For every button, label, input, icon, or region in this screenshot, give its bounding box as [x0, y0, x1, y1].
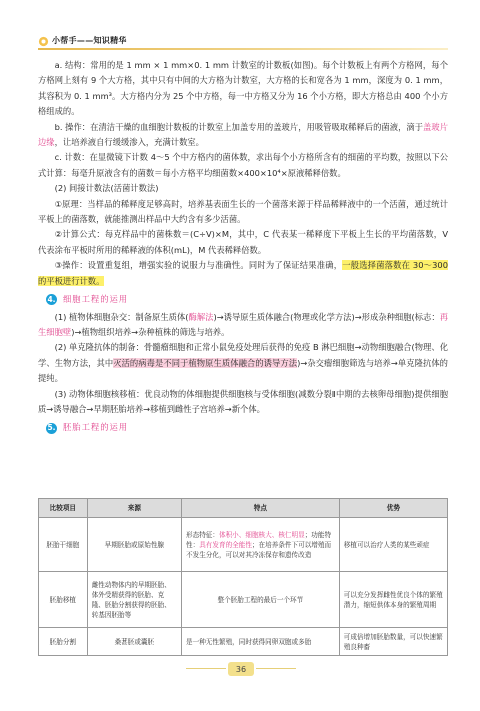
section-heading-5: [46, 420, 448, 435]
table-header: 特点: [182, 499, 340, 518]
section-title: 胚胎工程的运用: [63, 422, 129, 433]
table-cell: 胚胎干细胞: [39, 518, 88, 572]
paragraph-procedure: ③操作：设置重复组，增强实验的说服力与准确性。同时为了保证结果准确，一般选择菌落数在 30～300 的平板进行计数。: [38, 260, 448, 286]
table-cell: 可以充分发挥雌性优良个体的繁殖潜力，缩短供体本身的繁殖周期: [339, 572, 447, 628]
table-cell: 是一种无性繁殖，同时获得同卵双胞或多胎: [182, 628, 340, 656]
paragraph-monoclonal: (2) 单克隆抗体的制备：骨髓瘤细胞和正常小鼠免疫处理后获得的免疫 B 淋巴细胞→动物细胞融合(物理、化学、生物方法，其中灭活的病毒是不同于植物原生质体融合的诱导方法)→杂交瘤细胞筛选与培养→单克隆抗体的提纯。: [38, 342, 448, 384]
page-number: 36: [228, 662, 254, 676]
yellow-highlight: 一般选择菌落数在 30～300 的平板进行计数。: [38, 260, 448, 286]
pink-highlight: 灭活的病毒是不同于植物原生质体融合的诱导方法: [113, 357, 298, 368]
table-row: [39, 518, 448, 572]
section-number-badge: 4.: [47, 295, 56, 305]
table-header: 来源: [87, 499, 181, 518]
table-header-row: [39, 499, 448, 518]
table-header: 比较项目: [39, 499, 88, 518]
table-header: 优势: [339, 499, 447, 518]
paragraph-formula: ②计算公式：每克样品中的菌株数＝(C÷V)×M，其中，C 代表某一稀释度下平板上生长的平均菌落数，V 代表涂布平板时所用的稀释液的体积(mL)，M 代表稀释倍数。: [38, 229, 448, 255]
table-cell: 胚胎移植: [39, 572, 88, 628]
table-cell: 形态特征：体积小、细胞核大、核仁明显；功能特性：具有发育的全能性；在培养条件下可以增殖而不发生分化，可以对其冷冻保存和遗传改造: [182, 518, 340, 572]
table-row: [39, 628, 448, 656]
paragraph-structure: a. 结构：常用的是 1 mm × 1 mm×0. 1 mm 计数室的计数板(如图)。每个计数板上有两个方格网，每个方格网上刻有 9 个大方格，其中只有中间的大方格为计数室，大方格的长和宽各为 1 mm，深度为 0. 1 mm，其容积为 0. 1 mm³。大方格内分为 25 个中方格，每一中方格又分为 16 个小方格，即大方格总由 400 个小方格组成的。: [38, 60, 448, 117]
content-body: [38, 58, 448, 438]
paragraph-counting: c. 计数：在显微镜下计数 4～5 个中方格内的菌体数，求出每个小方格所含有的细菌的平均数，按照以下公式计算：每毫升原液含有的菌数＝每小方格平均细菌数×400×10⁴×原液稀释倍数。: [38, 152, 448, 178]
paragraph-operation: b. 操作：在清洁干燥的血细胞计数板的计数室上加盖专用的盖玻片，用吸管吸取稀释后的菌液，滴于盖玻片边缘，让培养液自行缓缓渗入，充满计数室。: [38, 121, 448, 148]
paragraph-indirect-method: (2) 间接计数法(活菌计数法): [54, 183, 159, 194]
table-row: [39, 572, 448, 628]
section-title: 细胞工程的运用: [63, 294, 129, 305]
table-cell: 桑葚胚或囊胚: [87, 628, 181, 656]
section-heading-4: [46, 292, 448, 307]
flower-logo-icon: [38, 36, 49, 47]
table-cell: 整个胚胎工程的最后一个环节: [182, 572, 340, 628]
table-cell: 可成倍增加胚胎数量，可以快速繁殖良种畜: [339, 628, 447, 656]
table-cell: 胚胎分割: [39, 628, 88, 656]
header-divider: [38, 48, 448, 50]
paragraph-plant-fusion: (1) 植物体细胞杂交：制备原生质体(酶解法)→诱导原生质体融合(物理或化学方法)→形成杂种细胞(标志：再生细胞壁)→植物组织培养→杂种植株的筛选与培养。: [38, 311, 448, 337]
header-title: 小帮手——知识精华: [52, 36, 127, 45]
section-number-badge: 5.: [47, 423, 56, 433]
highlight-text: 盖玻片边缘: [38, 121, 448, 148]
table-cell: 早期胚胎或原始性腺: [87, 518, 181, 572]
table-cell: 移植可以治疗人类的某些顽症: [339, 518, 447, 572]
paragraph-nuclear-transfer: (3) 动物体细胞核移植：优良动物的体细胞提供细胞核与受体细胞(减数分裂Ⅱ中期的去核卵母细胞)提供细胞质→诱导融合→早期胚胎培养→移植到雌性子宫培养→新个体。: [38, 388, 448, 414]
table-cell: 雌性动物体内的早期胚胎、体外受精获得的胚胎、克隆、胚胎分割获得的胚胎、转基因胚胎等: [87, 572, 181, 628]
page-header: [0, 0, 480, 45]
comparison-table: [38, 498, 448, 656]
paragraph-principle: ①原理：当样品的稀释度足够高时，培养基表面生长的一个菌落来源于样品稀释液中的一个活菌，通过统计平板上的菌落数，就能推测出样品中大约含有多少活菌。: [38, 198, 448, 225]
